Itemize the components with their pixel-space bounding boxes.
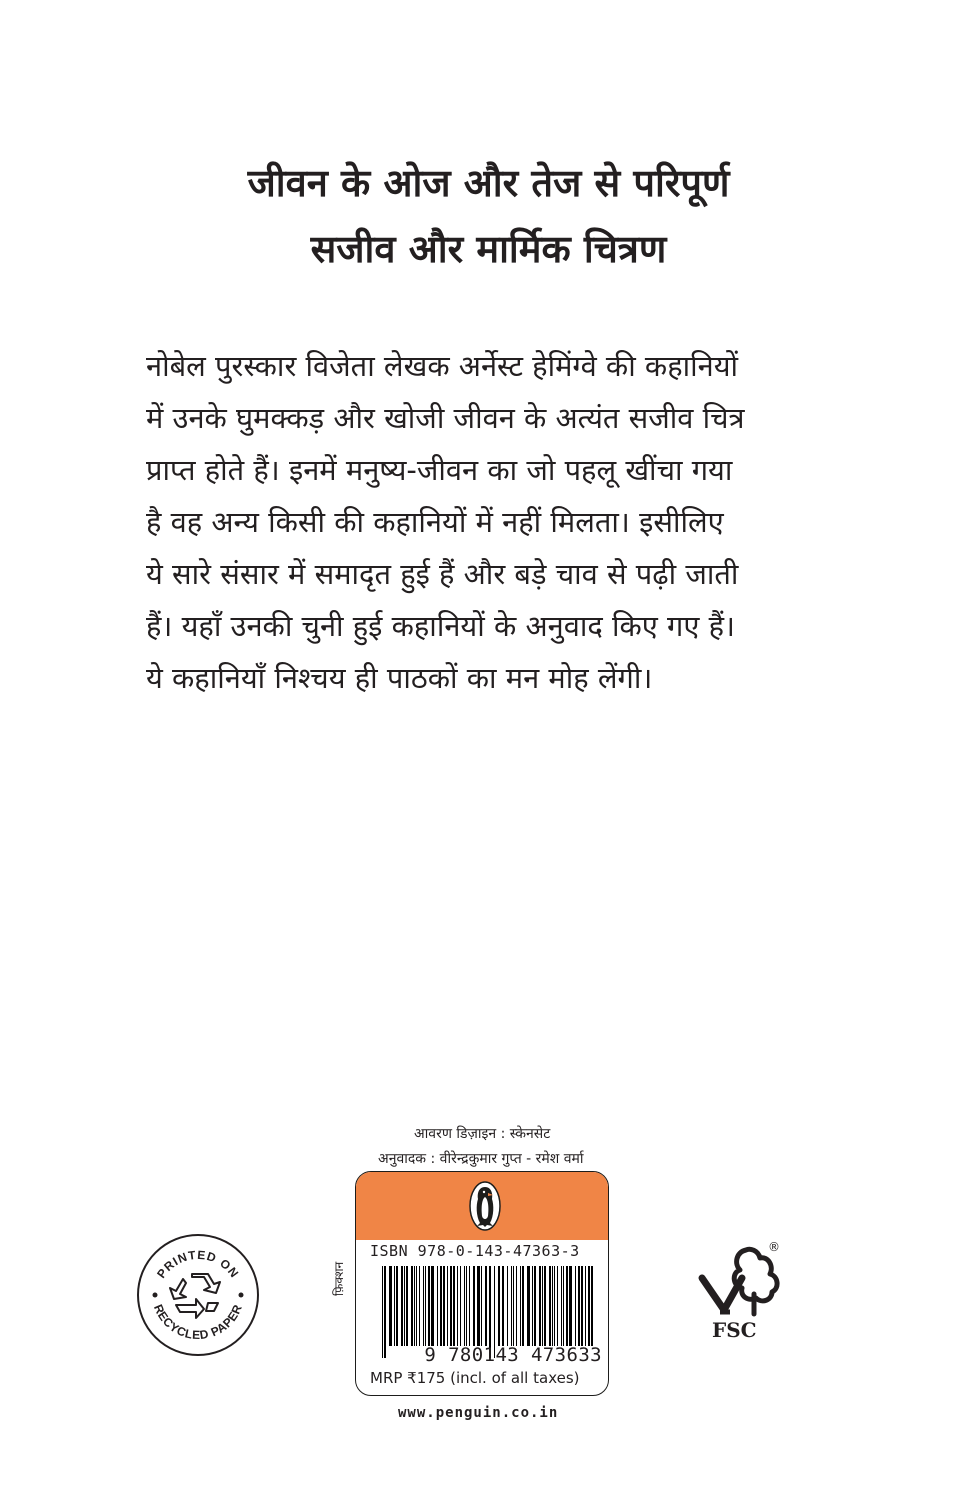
barcode-bar (447, 1266, 448, 1346)
barcode-bar (414, 1266, 415, 1346)
barcode-bar (437, 1266, 438, 1346)
cover-design-credit: आवरण डिज़ाइन : स्केनसेट (414, 1126, 551, 1142)
isbn-label: ISBN 978-0-143-47363-3 (370, 1242, 580, 1260)
registered-mark: ® (768, 1240, 780, 1254)
barcode-bar (549, 1266, 551, 1346)
barcode-bar (396, 1266, 398, 1346)
blurb-line: प्राप्त होते हैं। इनमें मनुष्य-जीवन का जो पहलू खींचा गया (146, 453, 733, 487)
barcode-bar (498, 1266, 500, 1346)
barcode-bar (416, 1266, 417, 1346)
barcode-bar (481, 1266, 482, 1346)
barcode-bar (552, 1266, 553, 1346)
barcode-bar (477, 1266, 480, 1346)
barcode-bar (554, 1266, 555, 1346)
barcode-bar (522, 1266, 524, 1346)
headline (0, 150, 977, 282)
barcode-bar (569, 1266, 572, 1346)
penguin-logo-icon (468, 1180, 502, 1232)
recycle-icon (170, 1274, 220, 1318)
svg-text:RECYCLED PAPER (151, 1302, 245, 1342)
barcode-bar (575, 1266, 576, 1346)
barcode-bar (419, 1266, 420, 1346)
barcode-bar (466, 1266, 467, 1346)
barcode-block (355, 1171, 609, 1396)
barcode-bar (428, 1266, 430, 1346)
barcode-bar (585, 1266, 586, 1346)
barcode-bar (394, 1266, 395, 1346)
barcode-bar (557, 1266, 558, 1346)
barcode-bar (401, 1266, 403, 1346)
barcode-bar (527, 1266, 530, 1346)
isbn-digits: 9 780143 473633 (424, 1344, 602, 1366)
barcode-bar (404, 1266, 405, 1346)
publisher-website: www.penguin.co.in (398, 1405, 559, 1421)
barcode-bar (502, 1266, 504, 1346)
barcode-bar (423, 1266, 424, 1346)
barcode-bar (539, 1266, 541, 1346)
barcode-bar (469, 1266, 470, 1346)
category-label: फ़िक्शन (332, 1261, 346, 1296)
barcode-bar (588, 1266, 590, 1346)
barcode-bar (563, 1266, 564, 1346)
svg-text:PRINTED ON (154, 1248, 242, 1281)
barcode-bar (464, 1266, 465, 1346)
barcode-bar (443, 1266, 445, 1346)
headline-line-2: सजीव और मार्मिक चित्रण (310, 227, 667, 271)
barcode-bar (425, 1266, 426, 1346)
barcode-bar (532, 1266, 533, 1346)
barcode-bar (507, 1266, 508, 1346)
barcode-bar (457, 1266, 458, 1346)
barcode-bar (534, 1266, 536, 1346)
blurb-paragraph (146, 340, 846, 704)
barcode-bar (453, 1266, 455, 1346)
barcode-bar (561, 1266, 562, 1346)
barcode-bar (389, 1266, 392, 1346)
blurb-line: में उनके घुमक्कड़ और खोजी जीवन के अत्यंत सजीव चित्र (146, 401, 745, 435)
recycled-paper-badge (136, 1233, 260, 1357)
barcode-bar (578, 1266, 580, 1346)
barcode-bar (473, 1266, 475, 1346)
barcode-bar (520, 1266, 521, 1346)
fsc-label: FSC (712, 1318, 757, 1342)
barcode-bar (542, 1266, 543, 1346)
translator-credit: अनुवादक : वीरेन्द्रकुमार गुप्त - रमेश वर्मा (378, 1151, 584, 1167)
barcode-bar (581, 1266, 583, 1346)
barcode-bar (513, 1266, 514, 1346)
mrp-price: MRP ₹175 (incl. of all taxes) (370, 1369, 580, 1387)
badge-top-text: PRINTED ON (154, 1247, 242, 1281)
headline-line-1: जीवन के ओज और तेज से परिपूर्ण (247, 161, 730, 205)
barcode-bar (516, 1266, 517, 1346)
barcode-bar (485, 1266, 487, 1346)
barcode-bar (440, 1266, 442, 1346)
barcode-bar (406, 1266, 408, 1346)
barcode-bar (591, 1266, 593, 1346)
barcode-bar (431, 1266, 434, 1346)
badge-bottom-text: RECYCLED PAPER (151, 1302, 245, 1343)
barcode-bar (566, 1266, 568, 1346)
barcode-bar (411, 1266, 413, 1346)
blurb-line: ये सारे संसार में समादृत हुई हैं और बड़े चाव से पढ़ी जाती (146, 557, 739, 591)
blurb-line: है वह अन्य किसी की कहानियों में नहीं मिलता। इसीलिए (146, 505, 724, 539)
blurb-line: हैं। यहाँ उनकी चुनी हुई कहानियों के अनुवाद किए गए हैं। (146, 609, 735, 643)
barcode-bar (511, 1266, 512, 1346)
barcode-bar (450, 1266, 452, 1346)
barcode-bar (544, 1266, 546, 1346)
blurb-line: ये कहानियाँ निश्चय ही पाठकों का मन मोह लेंगी। (146, 661, 653, 695)
barcode-bar (460, 1266, 461, 1346)
blurb-line: नोबेल पुरस्कार विजेता लेखक अर्नेस्ट हेमिंग्वे की कहानियों (146, 349, 739, 383)
